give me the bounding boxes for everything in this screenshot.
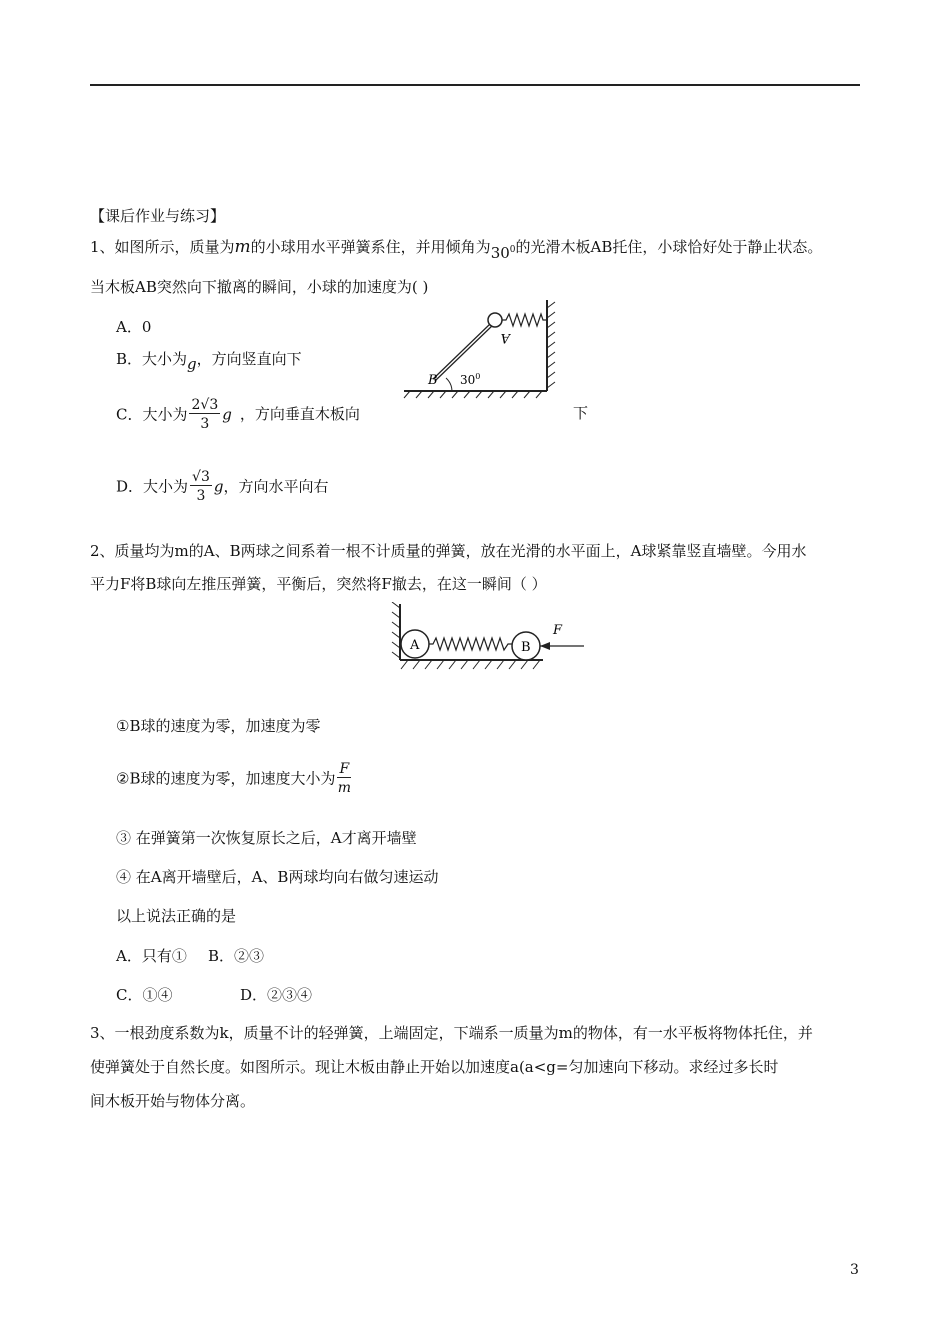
q1-option-c-tail: 下 <box>573 404 589 422</box>
force-arrowhead <box>540 642 550 650</box>
ball <box>488 313 502 327</box>
q2-item4: ④ 在A离开墙壁后，A、B两球均向右做匀速运动 <box>116 868 439 886</box>
q1-figure <box>400 298 565 402</box>
force-label: F <box>553 623 563 638</box>
q2-option-d: D．②③④ <box>240 986 313 1004</box>
spring <box>429 638 512 650</box>
section-title: 【课后作业与练习】 <box>90 207 226 225</box>
page-number: 3 <box>850 1262 859 1278</box>
q2-item2: ②B球的速度为零，加速度大小为 $\frac{F}{m}$ <box>116 761 351 797</box>
ball-a-label: A <box>410 638 420 653</box>
q1-option-a: A．0 <box>116 318 152 336</box>
spring <box>502 314 547 326</box>
label-b: B <box>428 373 438 388</box>
q2-option-c: C．①④ <box>116 986 173 1004</box>
floor-hatching <box>404 391 542 398</box>
wall-hatching <box>547 302 555 388</box>
q1-option-d: D．大小为 $\frac{√3}{3}$ g，方向水平向右 <box>116 469 329 505</box>
angle-arc <box>446 378 452 391</box>
q1-line1: 1、如图所示，质量为m的小球用水平弹簧系住，并用倾角为$30^0$的光滑木板AB托住，小球恰好处于静止状态。 <box>90 237 823 262</box>
angle-label: $30^0$ <box>460 372 481 387</box>
floor-hatching <box>401 660 540 669</box>
q1-line2: 当木板AB突然向下撤离的瞬间，小球的加速度为( ) <box>90 278 429 296</box>
q2-line2: 平力F将B球向左推压弹簧，平衡后，突然将F撤去，在这一瞬间（ ） <box>90 575 547 593</box>
q1-option-b: B．大小为g，方向竖直向下 <box>116 350 302 373</box>
header-rule <box>90 84 860 86</box>
q2-line1: 2、质量均为m的A、B两球之间系着一根不计质量的弹簧，放在光滑的水平面上，A球紧靠竖直墙壁。今用水 <box>90 542 807 560</box>
q3-line3: 间木板开始与物体分离。 <box>90 1092 256 1110</box>
q2-figure <box>388 602 588 676</box>
ball-b-label: B <box>521 640 531 655</box>
q3-line2: 使弹簧处于自然长度。如图所示。现让木板由静止开始以加速度a(a<g=匀加速向下移动。求经过多长时 <box>90 1058 779 1076</box>
label-a: A <box>500 330 510 345</box>
q3-line1: 3、一根劲度系数为k，质量不计的轻弹簧，上端固定，下端系一质量为m的物体，有一水平板将物体托住，并 <box>90 1024 813 1042</box>
q2-prompt: 以上说法正确的是 <box>116 907 237 925</box>
q2-option-b: B．②③ <box>208 947 265 965</box>
mass-symbol: m <box>234 237 251 257</box>
wall-hatching <box>392 602 400 658</box>
q2-item1: ①B球的速度为零，加速度为零 <box>116 717 321 735</box>
q2-item3: ③ 在弹簧第一次恢复原长之后，A才离开墙壁 <box>116 829 417 847</box>
q1-option-c: C．大小为 $\frac{2√3}{3}$ g ，方向垂直木板向 <box>116 397 360 433</box>
q2-option-a: A．只有① <box>116 947 187 965</box>
